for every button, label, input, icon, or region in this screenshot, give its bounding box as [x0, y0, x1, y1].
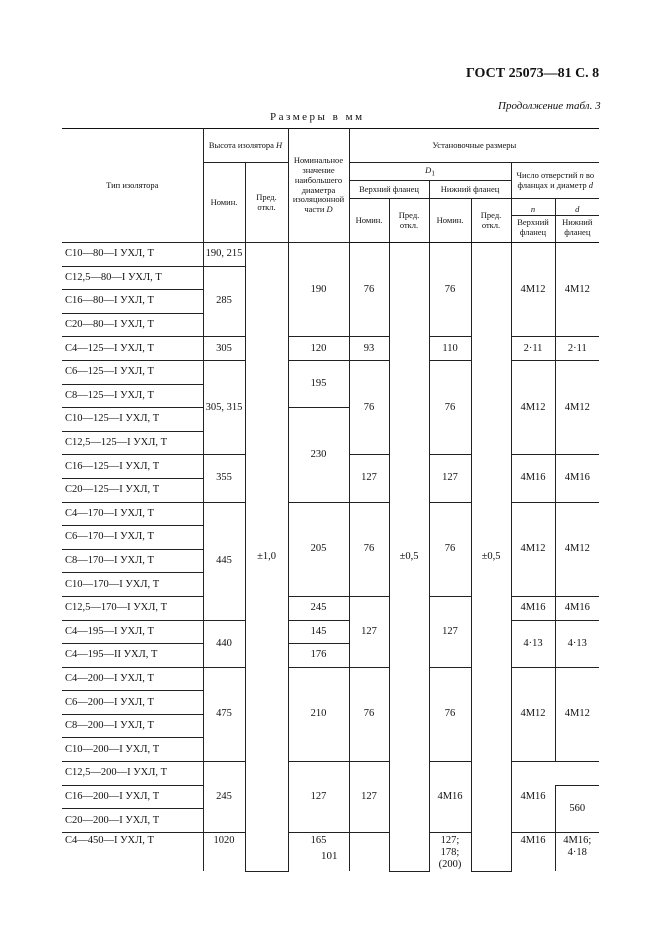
col-d-lower: d Нижний фланец [555, 199, 599, 243]
d1-lower: 76 [429, 360, 471, 454]
col-n-upper: n Верхний фланец [511, 199, 555, 243]
row-type: С4—450—I УХЛ, Т [62, 832, 203, 871]
holes-upper: 4·13 [511, 620, 555, 667]
holes-lower: 4М12 [555, 502, 599, 596]
row-type: С8—200—I УХЛ, Т [62, 714, 203, 738]
row-type: С8—170—I УХЛ, Т [62, 549, 203, 573]
holes-lower: 4М12 [555, 243, 599, 337]
diameter: 195 [288, 360, 349, 407]
d1-upper: 93 [349, 337, 389, 361]
row-type: С16—125—I УХЛ, Т [62, 455, 203, 479]
holes-lower: 4·13 [555, 620, 599, 667]
col-lower-nominal: Номин. [429, 199, 471, 243]
h-nominal: 475 [203, 667, 245, 761]
h-nominal: 1020 [203, 832, 245, 871]
col-diameter-header: Номинальное значение наибольшего диаметра изоляционной части D [288, 129, 349, 243]
d1-upper: 76 [349, 667, 389, 761]
col-lower-flange: Нижний фланец [429, 181, 511, 199]
col-d1-header: $D_1$ [349, 163, 511, 181]
row-type: С16—200—I УХЛ, Т [62, 785, 203, 809]
col-holes-header: Число отверстий n во фланцах и диаметр d [511, 163, 599, 199]
diameter: 205 [288, 502, 349, 596]
table-continuation-label: Продолжение табл. 3 [498, 100, 601, 112]
d1-upper: 76 [349, 502, 389, 596]
h-nominal: 305 [203, 337, 245, 361]
row-type: С10—200—I УХЛ, Т [62, 738, 203, 762]
holes-upper: 4М16 [429, 762, 471, 833]
holes-lower: 4М16 [555, 455, 599, 502]
d1-upper: 76 [349, 243, 389, 337]
d1-upper-deviation: ±0,5 [389, 243, 429, 872]
row-type: С12,5—200—I УХЛ, Т [62, 762, 203, 786]
col-height-header: Высота изолятора H [203, 129, 288, 163]
holes-lower: 4М16; 4·18 [555, 832, 599, 871]
holes-upper: 4М12 [511, 360, 555, 454]
diameter: 120 [288, 337, 349, 361]
d1-upper: 127 [349, 455, 389, 502]
col-type-header: Тип изолятора [62, 129, 203, 243]
col-install-header: Установочные размеры [349, 129, 599, 163]
row-type: С4—200—I УХЛ, Т [62, 667, 203, 691]
h-nominal: 560 [555, 785, 599, 832]
diameter: 245 [288, 596, 349, 620]
col-lower-dev: Пред. откл. [471, 199, 511, 243]
col-h-nominal: Номин. [203, 163, 245, 243]
d1-lower: 127 [349, 762, 389, 833]
row-type: С4—125—I УХЛ, Т [62, 337, 203, 361]
diameter: 230 [288, 408, 349, 502]
row-type: С12,5—125—I УХЛ, Т [62, 431, 203, 455]
h-nominal: 190, 215 [203, 243, 245, 267]
row-type: С6—125—I УХЛ, Т [62, 360, 203, 384]
holes-upper: 4М12 [511, 667, 555, 761]
h-nominal: 440 [203, 620, 245, 667]
holes-upper: 4М12 [511, 502, 555, 596]
holes-upper: 4М12 [511, 243, 555, 337]
d1-lower: 127 [429, 596, 471, 667]
row-type: С20—80—I УХЛ, Т [62, 313, 203, 337]
h-nominal: 355 [203, 455, 245, 502]
h-deviation: ±1,0 [245, 243, 288, 872]
row-type: С12,5—80—I УХЛ, Т [62, 266, 203, 290]
d1-lower: 76 [429, 667, 471, 761]
holes-upper: 4М16 [511, 832, 555, 871]
diameter: 165 [288, 832, 349, 871]
holes-upper: 2·11 [511, 337, 555, 361]
d1-upper: 127 [288, 762, 349, 833]
d1-upper: 76 [349, 360, 389, 454]
row-type: С4—195—I УХЛ, Т [62, 620, 203, 644]
col-h-dev: Пред. откл. [245, 163, 288, 243]
diameter: 176 [288, 644, 349, 668]
row-type: С4—195—II УХЛ, Т [62, 644, 203, 668]
row-type: С6—200—I УХЛ, Т [62, 691, 203, 715]
row-type: С10—170—I УХЛ, Т [62, 573, 203, 597]
col-upper-nominal: Номин. [349, 199, 389, 243]
diameter: 190 [288, 243, 349, 337]
row-type: С8—125—I УХЛ, Т [62, 384, 203, 408]
row-type: С10—125—I УХЛ, Т [62, 408, 203, 432]
d1-lower: 127; 178; (200) [429, 832, 471, 871]
d1-lower-deviation: ±0,5 [471, 243, 511, 872]
d1-lower: 76 [429, 243, 471, 337]
insulator-table [62, 128, 599, 872]
row-type: С16—80—I УХЛ, Т [62, 290, 203, 314]
d1-upper-empty [349, 832, 389, 871]
row-type: С6—170—I УХЛ, Т [62, 526, 203, 550]
row-type: С10—80—I УХЛ, Т [62, 243, 203, 267]
h-nominal: 305, 315 [203, 360, 245, 454]
document-header: ГОСТ 25073—81 С. 8 [466, 66, 600, 81]
h-nominal: 445 [203, 502, 245, 620]
row-type: С4—170—I УХЛ, Т [62, 502, 203, 526]
diameter: 210 [288, 667, 349, 761]
col-upper-flange: Верхний фланец [349, 181, 429, 199]
col-upper-dev: Пред. откл. [389, 199, 429, 243]
d1-lower: 110 [429, 337, 471, 361]
d1-lower: 76 [429, 502, 471, 596]
diameter: 145 [288, 620, 349, 644]
page-number: 101 [321, 850, 338, 862]
holes-lower: 4М16 [511, 762, 555, 833]
units-caption: Размеры в мм [270, 111, 365, 123]
diameter: 245 [203, 762, 245, 833]
d1-upper: 127 [349, 596, 389, 667]
holes-upper: 4М16 [511, 596, 555, 620]
row-type: С20—125—I УХЛ, Т [62, 478, 203, 502]
holes-upper: 4М16 [511, 455, 555, 502]
d1-lower: 127 [429, 455, 471, 502]
row-type: С20—200—I УХЛ, Т [62, 809, 203, 833]
holes-lower: 4М12 [555, 360, 599, 454]
holes-lower: 4М16 [555, 596, 599, 620]
row-type: С12,5—170—I УХЛ, Т [62, 596, 203, 620]
h-nominal: 285 [203, 266, 245, 337]
holes-lower: 2·11 [555, 337, 599, 361]
holes-lower: 4М12 [555, 667, 599, 761]
